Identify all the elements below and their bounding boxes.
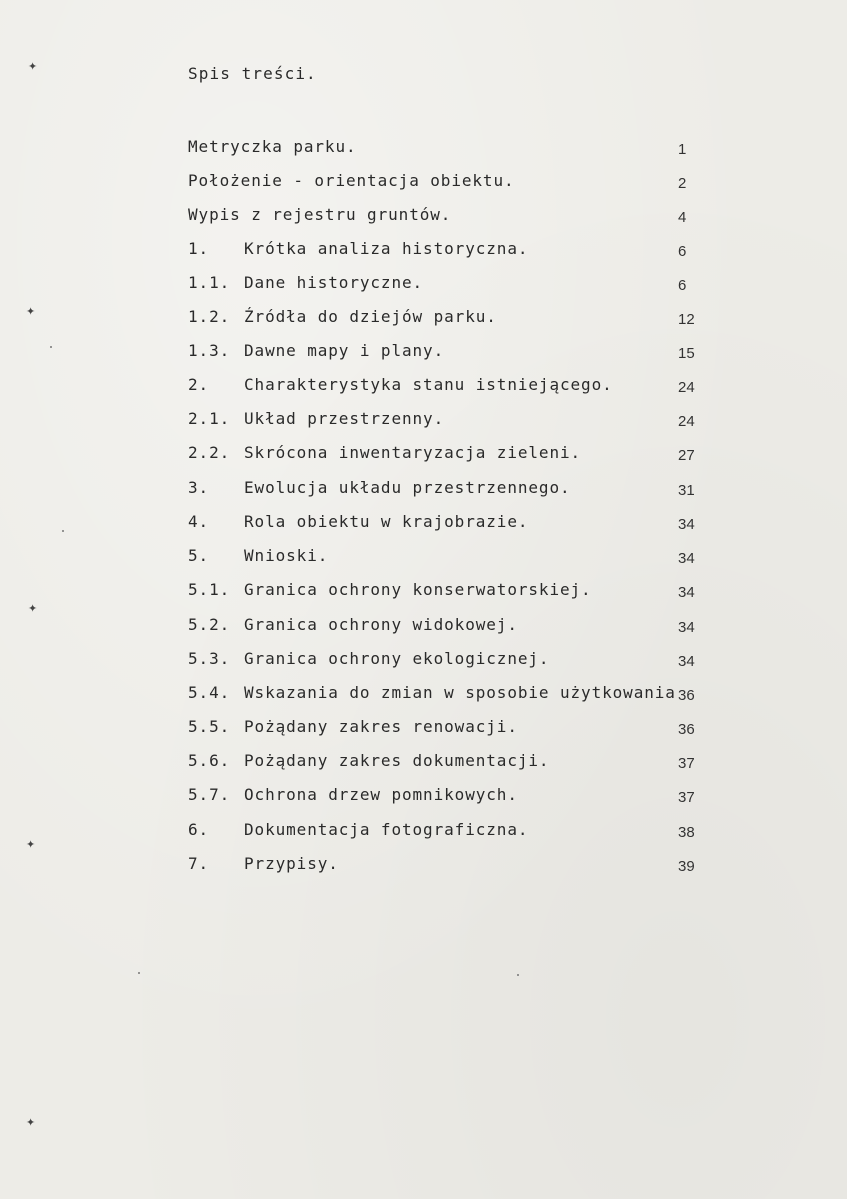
toc-entry-title: Metryczka parku.	[188, 137, 357, 156]
toc-entry-title: Wnioski.	[244, 546, 329, 565]
toc-entry-number: 5.3.	[188, 649, 231, 668]
toc-entry-page-number: 31	[678, 482, 695, 499]
punch-mark: ✦	[26, 838, 36, 851]
toc-entry-title: Granica ochrony widokowej.	[244, 615, 518, 634]
toc-entry-title: Pożądany zakres dokumentacji.	[244, 751, 550, 770]
toc-entry-number: 6.	[188, 820, 210, 839]
toc-entry-number: 2.1.	[188, 409, 231, 428]
toc-entry-page-number: 1	[678, 141, 687, 158]
toc-entry	[188, 375, 708, 399]
toc-entry-page-number: 36	[678, 721, 695, 738]
toc-entry-number: 2.	[188, 375, 210, 394]
toc-entry-page-number: 4	[678, 209, 687, 226]
toc-entry-title: Położenie - orientacja obiektu.	[188, 171, 515, 190]
toc-entry	[188, 854, 708, 878]
toc-entry	[188, 137, 708, 161]
toc-entry-title: Układ przestrzenny.	[244, 409, 445, 428]
toc-entry-page-number: 34	[678, 516, 695, 533]
punch-mark: ✦	[26, 1116, 36, 1129]
toc-entry	[188, 239, 708, 263]
toc-entry	[188, 546, 708, 570]
toc-entry-number: 5.2.	[188, 615, 231, 634]
toc-entry-number: 7.	[188, 854, 210, 873]
paper-speck	[50, 346, 52, 348]
toc-entry	[188, 307, 708, 331]
punch-mark: ✦	[28, 602, 38, 615]
toc-entry-page-number: 34	[678, 653, 695, 670]
toc-entry-page-number: 6	[678, 277, 687, 294]
toc-entry-number: 2.2.	[188, 443, 231, 462]
toc-entry	[188, 341, 708, 365]
punch-mark: ✦	[28, 60, 38, 73]
toc-entry-page-number: 27	[678, 447, 695, 464]
toc-entry-page-number: 12	[678, 311, 695, 328]
toc-entry-page-number: 15	[678, 345, 695, 362]
toc-entry-title: Wskazania do zmian w sposobie użytkowania	[244, 683, 676, 702]
toc-entry-number: 3.	[188, 478, 210, 497]
paper-speck	[138, 972, 140, 974]
toc-entry-page-number: 37	[678, 789, 695, 806]
paper-speck	[62, 530, 64, 532]
toc-entry-number: 5.6.	[188, 751, 231, 770]
toc-entry	[188, 171, 708, 195]
toc-entry-page-number: 24	[678, 379, 695, 396]
toc-entry-title: Dane historyczne.	[244, 273, 424, 292]
toc-entry	[188, 443, 708, 467]
toc-entry-title: Dokumentacja fotograficzna.	[244, 820, 529, 839]
toc-entry-title: Ewolucja układu przestrzennego.	[244, 478, 571, 497]
toc-entry-number: 5.	[188, 546, 210, 565]
toc-entry-title: Ochrona drzew pomnikowych.	[244, 785, 518, 804]
toc-entry	[188, 785, 708, 809]
toc-entry	[188, 273, 708, 297]
toc-entry-number: 1.1.	[188, 273, 231, 292]
toc-entry-page-number: 34	[678, 584, 695, 601]
toc-entry-page-number: 38	[678, 824, 695, 841]
toc-entry	[188, 512, 708, 536]
toc-entry-page-number: 24	[678, 413, 695, 430]
toc-entry-number: 5.4.	[188, 683, 231, 702]
toc-entry	[188, 580, 708, 604]
paper-speck	[517, 974, 519, 976]
toc-entry-title: Przypisy.	[244, 854, 339, 873]
toc-entry	[188, 615, 708, 639]
toc-entry-page-number: 37	[678, 755, 695, 772]
toc-entry	[188, 820, 708, 844]
toc-entry-page-number: 36	[678, 687, 695, 704]
toc-entry	[188, 751, 708, 775]
toc-entry	[188, 205, 708, 229]
toc-entry-title: Rola obiektu w krajobrazie.	[244, 512, 529, 531]
toc-entry-number: 5.5.	[188, 717, 231, 736]
toc-entry-number: 1.3.	[188, 341, 231, 360]
toc-entry-title: Wypis z rejestru gruntów.	[188, 205, 452, 224]
toc-entry-page-number: 6	[678, 243, 687, 260]
toc-entry-page-number: 34	[678, 550, 695, 567]
toc-entry-page-number: 39	[678, 858, 695, 875]
toc-entry-title: Pożądany zakres renowacji.	[244, 717, 518, 736]
toc-entry-number: 4.	[188, 512, 210, 531]
toc-entry-title: Krótka analiza historyczna.	[244, 239, 529, 258]
toc-entry	[188, 409, 708, 433]
toc-entry-page-number: 34	[678, 619, 695, 636]
toc-entry-page-number: 2	[678, 175, 687, 192]
toc-entry-number: 1.2.	[188, 307, 231, 326]
toc-entry-number: 5.1.	[188, 580, 231, 599]
toc-entry-title: Skrócona inwentaryzacja zieleni.	[244, 443, 582, 462]
toc-entry-title: Charakterystyka stanu istniejącego.	[244, 375, 613, 394]
toc-entry-number: 5.7.	[188, 785, 231, 804]
toc-entry	[188, 717, 708, 741]
toc-entry-title: Dawne mapy i plany.	[244, 341, 445, 360]
toc-entry-number: 1.	[188, 239, 210, 258]
toc-entry	[188, 683, 708, 707]
page-title: Spis treści.	[188, 64, 317, 83]
toc-entry	[188, 478, 708, 502]
toc-entry-title: Źródła do dziejów parku.	[244, 307, 497, 326]
toc-entry-title: Granica ochrony konserwatorskiej.	[244, 580, 592, 599]
toc-entry	[188, 649, 708, 673]
toc-entry-title: Granica ochrony ekologicznej.	[244, 649, 550, 668]
punch-mark: ✦	[26, 305, 36, 318]
